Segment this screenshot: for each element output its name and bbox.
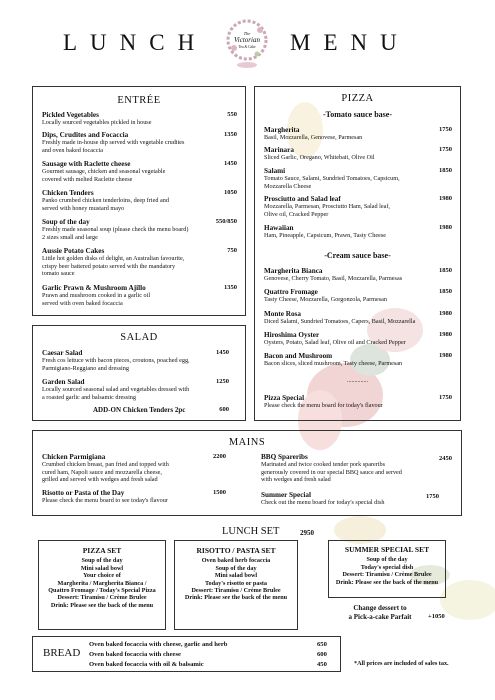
risotto-set-title: RISOTTO / PASTA SET bbox=[196, 546, 276, 555]
pizza-item: Monte Rosa Diced Salami, Sundried Tomatoes, Capers, Basil, Mozzarella bbox=[264, 310, 416, 326]
title-lunch: LUNCH bbox=[63, 30, 208, 55]
bread-price: 650 bbox=[317, 641, 327, 648]
entree-price: 1350 bbox=[224, 284, 237, 291]
mains-item: BBQ Spareribs Marinated and twice cooked tender pork spareribs generously covered in our special BBQ sauce and served with wedges and fresh salad bbox=[261, 453, 402, 484]
mains-heading: MAINS bbox=[228, 437, 266, 448]
bread-heading: BREAD bbox=[43, 647, 81, 659]
pizza-set-title: PIZZA SET bbox=[82, 546, 122, 555]
dotted-separator: .............. bbox=[347, 378, 368, 384]
pizza-price: 1980 bbox=[439, 224, 452, 231]
pizza-item: Hiroshima Oyster Oysters, Potato, Salad leaf, Olive oil and Cracked Pepper bbox=[264, 331, 406, 347]
entree-price: 550 bbox=[227, 111, 237, 118]
pizza-price: 1980 bbox=[439, 331, 452, 338]
entree-price: 1450 bbox=[224, 160, 237, 167]
entree-item: Aussie Potato Cakes Little hot golden disks of delight, an Australian favourite, crispy beer battered potato served with the mandatory tomato sauce bbox=[42, 247, 185, 278]
tax-note: *All prices are included of sales tax. bbox=[354, 660, 449, 667]
pizza-price: 1980 bbox=[439, 310, 452, 317]
pizza-price: 1750 bbox=[439, 126, 452, 133]
pizza-price: 1850 bbox=[439, 288, 452, 295]
entree-item: Sausage with Raclette cheese Gourmet sausage, chicken and seasonal vegetable covered with melted Raclette cheese bbox=[42, 160, 166, 183]
cream-base-heading: -Cream sauce base- bbox=[324, 251, 391, 260]
entree-price: 1050 bbox=[224, 189, 237, 196]
entree-item: Chicken Tenders Panko crumbed chicken tenderloins, deep fried and served with honey mustard mayo bbox=[42, 189, 169, 212]
pizza-item: Salami Tomato Sauce, Salami, Sundried Tomatoes, Capsicum, Mozzarella Cheese bbox=[264, 167, 400, 190]
change-dessert-price: +1050 bbox=[428, 613, 445, 620]
salad-section bbox=[32, 325, 246, 421]
pizza-price: 1850 bbox=[439, 167, 452, 174]
lunch-set-heading: LUNCH SET bbox=[222, 526, 280, 537]
mains-item: Risotto or Pasta of the Day Please check the menu board to see today's flavour bbox=[42, 489, 168, 505]
risotto-pasta-set-box: RISOTTO / PASTA SET Oven baked herb focaccia Soup of the day Mini salad bowl Today's risotto or pasta Dessert: Tiramisu / Crème Brulee Drink: Please see the back of the menu bbox=[174, 540, 298, 630]
bread-price: 450 bbox=[317, 661, 327, 668]
pizza-price: 1980 bbox=[439, 195, 452, 202]
salad-item: Garden Salad Locally sourced seasonal salad and vegetables dressed with a roasted garlic and balsamic dressing bbox=[42, 378, 190, 401]
title-menu: MENU bbox=[290, 30, 410, 55]
mains-price: 1500 bbox=[213, 489, 226, 496]
mains-price: 1750 bbox=[426, 493, 439, 500]
pizza-item: Prosciutto and Salad leaf Mozzarella, Parmesan, Prosciutto Ham, Salad leaf, Olive oil, Cracked Pepper bbox=[264, 195, 390, 218]
pizza-item: Marinara Sliced Garlic, Oregano, Whitebait, Olive Oil bbox=[264, 146, 375, 162]
entree-heading: ENTRÉE bbox=[117, 95, 161, 106]
summer-special-set-box: SUMMER SPECIAL SET Soup of the day Today's special dish Dessert: Tiramisu / Crème Brulee Drink: Please see the back of the menu bbox=[328, 540, 446, 598]
pizza-section bbox=[254, 86, 461, 421]
salad-price: 1250 bbox=[216, 378, 229, 385]
entree-item: Soup of the day Freshly made seasonal soup (please check the menu board) 2 sizes small and large bbox=[42, 218, 189, 241]
pizza-special-item: Pizza Special Please check the menu board for today's flavour bbox=[264, 394, 383, 410]
pizza-price: 1980 bbox=[439, 352, 452, 359]
mains-item: Chicken Parmigiana Crumbed chicken breast, pan fried and topped with cured ham, Napoli sauce and mozzarella cheese, grilled and served with wedges and fresh salad bbox=[42, 453, 169, 484]
entree-price: 1350 bbox=[224, 131, 237, 138]
mains-section bbox=[32, 430, 462, 516]
entree-price: 550/850 bbox=[215, 218, 237, 225]
logo-victorian: Victorian bbox=[234, 36, 260, 44]
bread-price: 600 bbox=[317, 651, 327, 658]
bread-item: Oven baked focaccia with cheese, garlic and herb bbox=[89, 641, 228, 648]
entree-price: 750 bbox=[227, 247, 237, 254]
entree-item: Garlic Prawn & Mushroom Ajillo Prawn and mushroom cooked in a garlic oil served with oven baked focaccia bbox=[42, 284, 151, 307]
pizza-item: Quattro Fromage Tasty Cheese, Mozzarella, Gorgonzola, Parmesan bbox=[264, 288, 387, 304]
pizza-heading: PIZZA bbox=[341, 93, 374, 104]
pizza-item: Margherita Basil, Mozzarella, Genovese, Parmesan bbox=[264, 126, 363, 142]
logo-subtitle: Tea & Cake bbox=[238, 45, 256, 49]
addon-price: 600 bbox=[219, 406, 229, 413]
pizza-price: 1750 bbox=[439, 146, 452, 153]
change-dessert-note: Change dessert to a Pick-a-cake Parfait bbox=[348, 604, 412, 621]
mains-price: 2200 bbox=[213, 453, 226, 460]
salad-item: Caesar Salad Fresh cos lettuce with bacon pieces, croutons, poached egg, Parmigiano-Reggiano and dressing bbox=[42, 349, 190, 372]
entree-item: Pickled Vegetables Locally sourced vegetables pickled in house bbox=[42, 111, 152, 127]
bread-item: Oven baked focaccia with oil & balsamic bbox=[89, 661, 204, 668]
summer-set-title: SUMMER SPECIAL SET bbox=[344, 545, 430, 554]
pizza-special-price: 1750 bbox=[439, 394, 452, 401]
logo-the: The bbox=[243, 31, 251, 36]
mains-price: 2450 bbox=[439, 455, 452, 462]
tomato-base-heading: -Tomato sauce base- bbox=[322, 110, 393, 119]
pizza-item: Hawaiian Ham, Pineapple, Capsicum, Prawn, Tasty Cheese bbox=[264, 224, 386, 240]
bread-item: Oven baked focaccia with cheese bbox=[89, 651, 181, 658]
salad-heading: SALAD bbox=[120, 332, 158, 343]
salad-price: 1450 bbox=[216, 349, 229, 356]
addon-label: ADD-ON Chicken Tenders 2pc bbox=[93, 406, 186, 414]
lunch-set-price: 2950 bbox=[300, 529, 314, 537]
entree-item: Dips, Crudites and Focaccia Freshly made in-house dip served with vegetable crudites and oven baked focaccia bbox=[42, 131, 185, 154]
mains-item: Summer Special Check out the menu board for today's special dish bbox=[261, 491, 385, 507]
bread-section bbox=[32, 636, 341, 672]
victorian-logo bbox=[224, 18, 270, 72]
pizza-item: Margherita Bianca Genovese, Cherry Tomato, Basil, Mozzarella, Parmesas bbox=[264, 267, 403, 283]
pizza-price: 1850 bbox=[439, 267, 452, 274]
pizza-set-box: PIZZA SET Soup of the day Mini salad bowl Your choice of Margherita / Margherita Bianca / Quattro Fromage / Today's Special Pizza Dessert: Tiramisu / Crème Brulee Drink: Please see the back of the menu bbox=[38, 540, 166, 630]
pizza-item: Bacon and Mushroom Bacon slices, sliced mushroom, Tasty cheese, Parmesan bbox=[264, 352, 403, 368]
entree-section bbox=[32, 86, 246, 316]
